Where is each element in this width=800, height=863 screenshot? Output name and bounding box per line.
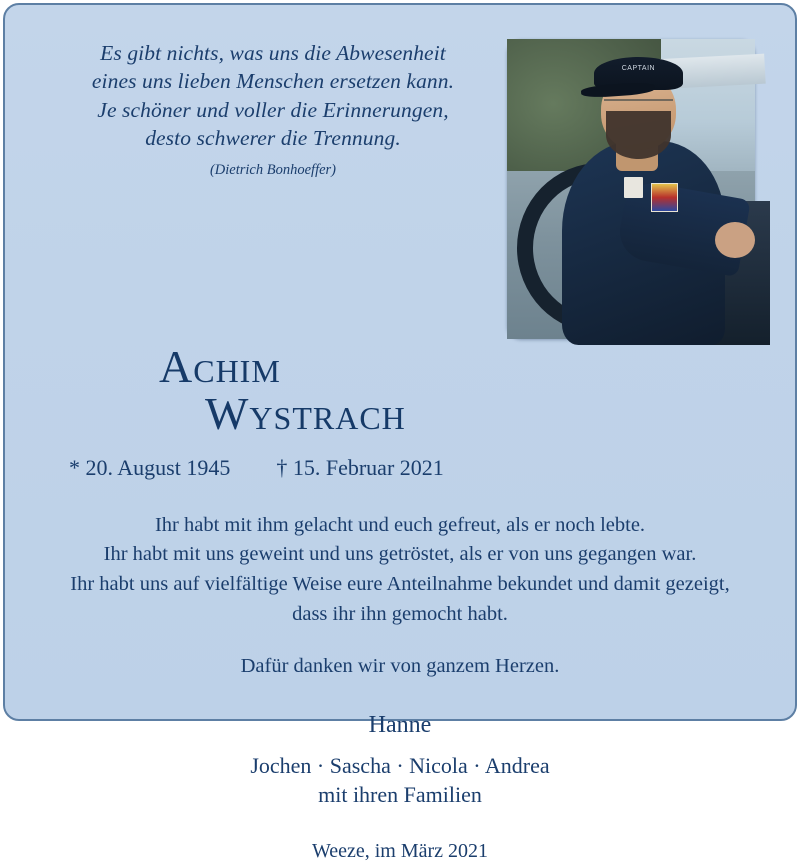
memorial-message: [39, 511, 761, 630]
signer-primary: Hanne: [368, 712, 432, 739]
portrait-illustration: [507, 39, 755, 339]
birth-date: * 20. August 1945: [69, 454, 231, 480]
thanks-line: Dafür danken wir von ganzem Herzen.: [240, 655, 560, 678]
quote-line-1: Es gibt nichts, was uns die Abwesenheit: [100, 41, 446, 65]
deceased-name: [39, 343, 761, 439]
quote-line-2: eines uns lieben Menschen ersetzen kann.: [91, 69, 455, 94]
signers-block: [39, 712, 761, 808]
quote-author: (Dietrich Bonhoeffer): [209, 161, 337, 178]
place-and-date: Weeze, im März 2021: [311, 840, 489, 863]
obituary-card: [3, 3, 797, 863]
portrait-photo: [507, 39, 755, 339]
message-line-4: dass ihr ihn gemocht habt.: [292, 602, 508, 625]
quote-line-3: Je schöner und voller die Erinnerungen,: [97, 97, 449, 122]
life-dates: [39, 455, 761, 481]
portrait-badge: [651, 183, 678, 212]
signer-others: Jochen · Sascha · Nicola · Andrea: [250, 753, 550, 779]
quote-text: [39, 39, 507, 153]
signer-families: mit ihren Familien: [318, 782, 482, 808]
quote-line-4: desto schwerer die Trennung.: [145, 126, 401, 151]
portrait-beard: [606, 111, 670, 159]
portrait-hand: [715, 222, 755, 258]
first-name: Achim: [159, 341, 281, 392]
message-line-3: Ihr habt uns auf vielfältige Weise eure Anteilnahme bekundet und damit gezeigt,: [70, 572, 730, 595]
message-line-1: Ihr habt mit ihm gelacht und euch gefreut, als er noch lebte.: [154, 513, 646, 536]
portrait-pocket: [624, 177, 644, 198]
quote-block: [39, 31, 507, 179]
obituary-content: [5, 5, 795, 863]
death-date: † 15. Februar 2021: [276, 454, 444, 480]
header-area: [39, 31, 761, 339]
portrait-cap-text: CAPTAIN: [621, 64, 656, 72]
last-name: Wystrach: [205, 387, 406, 439]
name-text: [159, 343, 761, 439]
message-line-2: Ihr habt mit uns geweint und uns getröstet, als er von uns gegangen war.: [103, 543, 697, 566]
